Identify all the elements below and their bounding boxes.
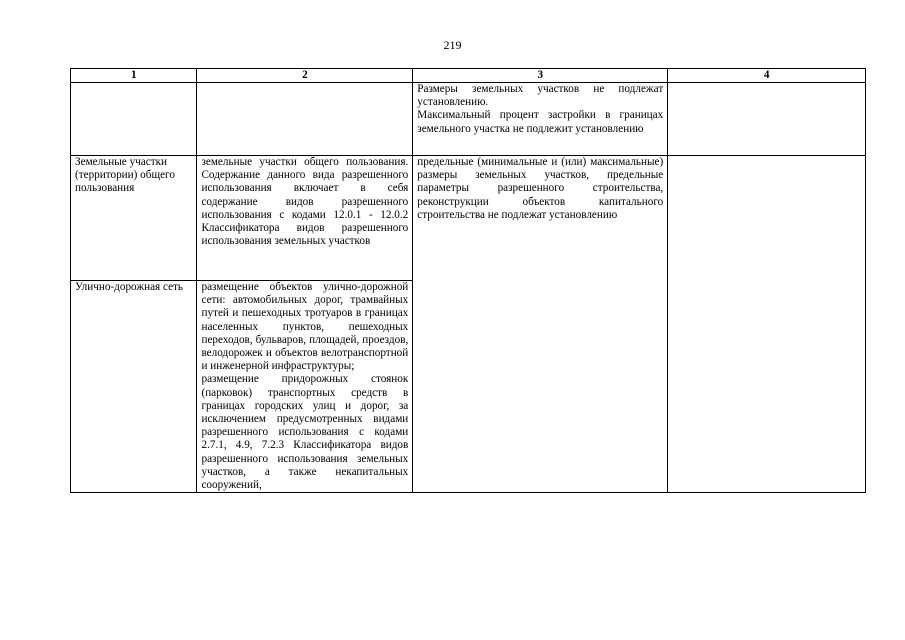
column-header-3: 3 — [413, 69, 668, 83]
table-cell-empty — [197, 83, 413, 156]
table-row — [71, 83, 866, 156]
table-cell-use-type: Земельные участки (территории) общего пользования — [71, 156, 197, 281]
column-header-1: 1 — [71, 69, 197, 83]
table-cell-empty — [668, 83, 866, 156]
table-cell-description: земельные участки общего пользования. Содержание данного вида разрешенного использования включает в себя содержание видов разрешенного использования с кодами 12.0.1 - 12.0.2 Классификатора видов разрешенного использования земельных участков — [197, 156, 413, 281]
table-cell-description — [197, 281, 413, 493]
table-header-row — [71, 69, 866, 83]
table-cell-empty — [71, 83, 197, 156]
zoning-table — [70, 68, 866, 493]
table-cell-empty — [668, 156, 866, 493]
description-paragraph-2: размещение придорожных стоянок (парковок) транспортных средств в границах городских улиц и дорог, за исключением предусмотренных видами разрешенного использования с кодами 2.7.1, 4.9, 7.2.3 Классификатора видов разрешенного использования земельных участков, а также некапитальных сооружений, — [201, 373, 409, 492]
page-number: 219 — [443, 38, 462, 52]
table-cell-parameters — [413, 83, 668, 156]
table-row — [71, 156, 866, 281]
description-paragraph-1: размещение объектов улично-дорожной сети: автомобильных дорог, трамвайных путей и пешеходных тротуаров в границах населенных пунктов, пешеходных переходов, бульваров, площадей, проездов, велодорожек и объектов велотранспортной и инженерной инфраструктуры; — [201, 281, 409, 373]
table-cell-parameters: предельные (минимальные и (или) максимальные) размеры земельных участков, предельные параметры разрешенного строительства, реконструкции объектов капитального строительства не подлежат установлению — [413, 156, 668, 493]
parameters-text-1: Размеры земельных участков не подлежат установлению. — [417, 83, 664, 109]
column-header-2: 2 — [197, 69, 413, 83]
column-header-4: 4 — [668, 69, 866, 83]
parameters-text-2: Максимальный процент застройки в границах земельного участка не подлежит установлению — [417, 109, 664, 135]
table-cell-use-type: Улично-дорожная сеть — [71, 281, 197, 493]
